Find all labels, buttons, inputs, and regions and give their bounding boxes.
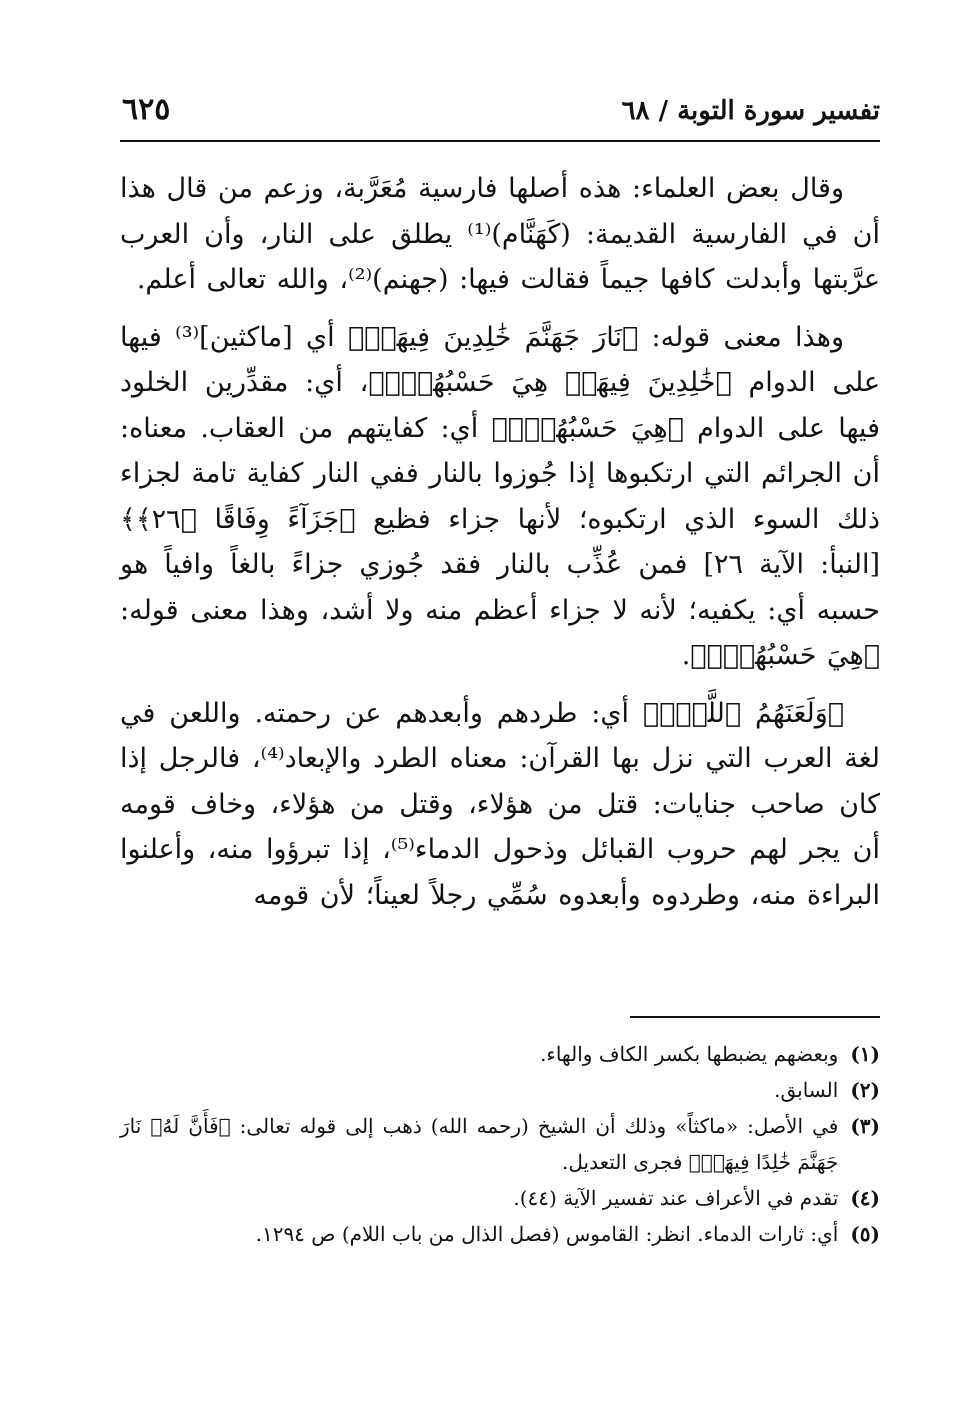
footnote-number: (٥) [850,1222,880,1246]
footnote-number: (٣) [850,1114,880,1138]
footnote-text: في الأصل: «ماكثاً» وذلك أن الشيخ (رحمه الله) ذهب إلى قوله تعالى: ﴿فَأَنَّ لَهُۥ نَارَ جَهَنَّمَ خَٰلِدًا فِيهَاۚ﴾ فجرى التعديل. [120,1114,839,1174]
footnote [120,1108,880,1180]
footnote-number: (١) [850,1042,880,1066]
running-header [120,88,880,142]
footnote-number: (٢) [850,1078,880,1102]
paragraph: وهذا معنى قوله: ﴿نَارَ جَهَنَّمَ خَٰلِدِينَ فِيهَاۚ﴾ أي [ماكثين]⁽³⁾ فيها على الدوام ﴿خَٰلِدِينَ فِيهَاۚ هِيَ حَسْبُهُمْۚ﴾، أي: مقدِّرين الخلود فيها على الدوام ﴿هِيَ حَسْبُهُمْۚ﴾ أي: كفايتهم من العقاب. معناه: أن الجرائم التي ارتكبوها إذا جُوزوا بالنار ففي النار كفاية تامة لجزاء ذلك السوء الذي ارتكبوه؛ لأنها جزاء فظيع ﴿جَزَآءً وِفَاقًا ﴿٢٦﴾﴾ [النبأ: الآية ٢٦] فمن عُذِّب بالنار فقد جُوزي جزاءً بالغاً وافياً هو حسبه أي: يكفيه؛ لأنه لا جزاء أعظم منه ولا أشد، وهذا معنى قوله: ﴿هِيَ حَسْبُهُمْۚ﴾. [120,321,880,671]
paragraph: ﴿وَلَعَنَهُمُ ٱللَّهُۖ﴾ أي: طردهم وأبعدهم عن رحمته. واللعن في لغة العرب التي نزل بها القرآن: معناه الطرد والإبعاد⁽⁴⁾، فالرجل إذا كان صاحب جنايات: قتل من هؤلاء، وقتل من هؤلاء، وخاف قومه أن يجر لهم حروب القبائل وذحول الدماء⁽⁵⁾، إذا تبرؤوا منه، وأعلنوا البراءة منه، وطردوه وأبعدوه سُمِّي رجلاً لعيناً؛ لأن قومه [120,697,881,911]
footnote [120,1072,880,1108]
footnote [120,1180,880,1216]
footnote-text: السابق. [774,1078,839,1102]
main-text [120,166,880,918]
footnote-text: وبعضهم يضبطها بكسر الكاف والهاء. [540,1042,839,1066]
paragraph: وقال بعض العلماء: هذه أصلها فارسية مُعَرَّبة، وزعم من قال هذا أن في الفارسية القديمة: (كَهَنَّام)⁽¹⁾ يطلق على النار، وأن العرب عرَّبتها وأبدلت كافها جيماً فقالت فيها: (جهنم)⁽²⁾، والله تعالى أعلم. [120,173,880,295]
footnote [120,1216,880,1252]
footnote-list [120,1036,880,1252]
book-page [120,88,880,1388]
footnote-text: تقدم في الأعراف عند تفسير الآية (٤٤). [513,1186,839,1210]
running-title: تفسير سورة التوبة / ٦٨ [621,96,880,126]
footnote [120,1036,880,1072]
footnote-number: (٤) [850,1186,880,1210]
footnote-separator [630,1016,880,1018]
page-number: ٦٢٥ [122,92,171,127]
footnotes [120,1016,880,1252]
footnote-text: أي: ثارات الدماء. انظر: القاموس (فصل الذال من باب اللام) ص ١٢٩٤. [255,1222,839,1246]
